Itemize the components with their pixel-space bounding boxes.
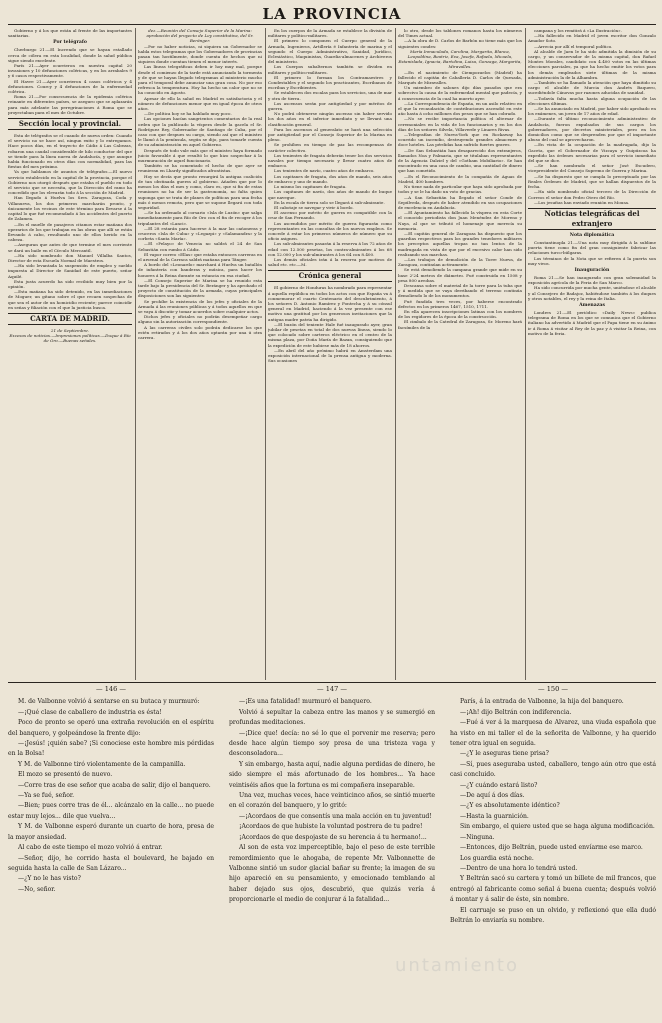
- paragraph: Y M. de Valbonne esperó durante un cuarto de hora, presa de la mayor ansiedad.: [8, 823, 214, 841]
- paragraph: —A la obra de D. Carlos de Barbón no tiene más que los siguientes condes:: [398, 38, 522, 49]
- summary-line: Excesos de noticias.—Impresiones políticas.—Duque á Río de Oro.—Buenas señales.: [9, 333, 131, 344]
- paragraph: El carruaje se puso en un olvido, y reflexionó que ella dudó Beltrán lo enviaría su nombre.: [450, 906, 656, 924]
- paragraph: Roma 21.—Por consecuencia de la epidemia colérica reinante en diferentes países, se aseguro que se aplazarán para más adelante las peregrinaciones á Roma que se proyectaban para el mes de Octubre.: [8, 94, 132, 115]
- paragraph: —Por no haber noticias, ni siquiera un Gobernador se habla estos telegramas que los Gobernadores de provincias pasan tan hostilmente, donde cuenta de hechos que ni siquiera donde cuentan tienen el menor interés.: [138, 43, 262, 65]
- paragraph: —Aseguran que antes de que termine el mes corriente se dará un baile en el Círculo Mercantil.: [8, 242, 132, 253]
- paragraph: Los guardia está noche.: [460, 854, 534, 862]
- paragraph: El mozo se presentó de nuevo.: [18, 771, 113, 779]
- paragraph: Los tenientes de fragata deberán tener los dos servicios navales por tiempo necesario y llevar cuatro años de embarco.: [268, 152, 392, 169]
- paragraph: —En el nacimiento de Ciempozuelos (Madrid) ha fallecido el capitán de Caballería D. Carlos de Quesada, Marqués de Miravalles.: [398, 69, 522, 86]
- paragraph: Los tenientes de navío, cuatro años de embarco.: [274, 168, 375, 174]
- paragraph: —Sí, pues aseguraba usted, caballero, tengo aún otro que está casi concluido.: [450, 760, 656, 779]
- paragraph: —Ha sido nombrado don Manuel Villalba Santos, Director de esta Escuela Normal de Maestros.: [8, 252, 132, 263]
- paragraph: Y M. de Valbonne tiró violentamente de la campanilla.: [18, 760, 186, 768]
- paragraph: —A San Sebastián ha llegado el señor Conde de Sepúlveda, después de haber atendido en sus ocupaciones de excelencia en Andalucía.: [398, 194, 522, 210]
- paragraph: —El «Pelayo» de Venecia no saldrá el 24 de San Sebastián con rumbo á Cádiz.: [138, 241, 262, 252]
- section-heading: Por telégrafo: [53, 40, 87, 46]
- paragraph: —La Correspondencia de España, en un asilo relativo en el que la recaudación de contribuciones ascendió en este año hasta á ocho millones dos pesos que se han cobrado.: [398, 100, 522, 117]
- paragraph: Los capitanes de fragata, dos años de mando, seis años de embarco y uno de mando.: [268, 173, 392, 184]
- paragraph: —El buzón del teniente Hale fué inaugurado ayer, gran jubilar de pesetas en total de dos nuevas líneas, siendo lo que colocado sobre carteros eléctrico en el centro de la misma plaza, por Doña María de Bazan, consiguiendo que la expedición de este hubiese más de 18 ahorros.: [268, 321, 392, 348]
- paragraph: Al son de esta voz imperceptible, bajo el peso de este terrible remordimiento que le ahogaba, de repente Mr. Valbonnette de Valbonne sintió un sudor glacial bañar su frente; la imagen de su hijo apareció en su pensamiento, y emocionado temblando al haber dejado sus ojos, descubrió, que quizás vería á proporcionarle el medio de conjurar á la fatalidad...: [229, 844, 435, 904]
- folletin-section: [8, 684, 656, 1019]
- folletin-column-middle: [229, 684, 435, 1019]
- paragraph: —El 28 estarán para hacerse á la mar las cañoneras y cruceros «Isla de Cuba» y «Legazpi» y «Salamandra» y la corbeta «Santa María».: [138, 225, 262, 242]
- dateline: 21 de Septiembre.: [50, 327, 90, 333]
- paragraph: —¿Y no le has visto?: [18, 875, 81, 883]
- paragraph: Esta justa acuerdo ha sido recibido muy bien por la opinión.: [8, 278, 132, 289]
- paragraph: Se está demoliendo la campana grande que mide en su base 2'24 metros de diámetro. Fué construida en 1508 y pesa 800 arrobas.: [398, 267, 522, 283]
- paragraph: Constantinopla 21.—Una nota muy dirigida á la sublime puerta tiene como fin del gran consiguiente fabricar las relaciones turco-búlgaras.: [528, 239, 656, 256]
- paragraph: Hoy se decía que pronto resurgirá la antigua coalición de tan obstinada guerra al gobierno. Añaden que por lo menos los días el mes y como, claro es, que si fin de estas reuniones no ha de ser la gastronomía, no falta quien suponga que se trata de planes de políticas para una fecha más ó menos remota, pero que se supone llegará con toda seguridad.: [138, 173, 262, 210]
- paragraph: —Los trabajos de demolición de la Torre Nueva, de Zaragoza, continúan activamente.: [398, 256, 522, 268]
- paragraph: También se ha comentado el hecho de que ayer se reunieran en Lhardy significados afrontistas.: [138, 163, 262, 174]
- paragraph: París, á la entrada de Valbonne, la hija del banquero.: [460, 698, 624, 706]
- name-list: María Inmaculada, Carolina, Margarita, Blanca, Leopoldina, Beatriz, Eva, Josefa, Rafaela, Micaela, Estanislada, Ignacia, Bartolina, Luisa, Gonzaga, Margarita, Miravalles.: [398, 48, 522, 70]
- paragraph: —Fué á ver á la marquesa de Alvarez, una viuda española que ha visto en mi taller el de la señorita de Valbonne, y ha querido tener otra igual en seguida.: [450, 719, 656, 748]
- column-divider: [265, 28, 266, 680]
- paragraph: —Se ha dispuesto que se cumpla lo preceptuado por las Reales Órdenes de Madrid, que se hallan dispuestos de la fecha.: [528, 173, 656, 190]
- paragraph: —Es el Reconocimiento de la compañía de Aguas de Madrid, 400 hombres.: [398, 173, 522, 184]
- paragraph: París 21.—Ayer ocurrieron en nuestra capital 20 invasiones y 10 defunciones coléricas, y en los arrabales 9 y 6 casos respectivamente.: [8, 63, 132, 79]
- paragraph: Los capitanes de navío, dos años de mando de buque que navegue.: [268, 189, 392, 200]
- paragraph: —Se han nombrado el señor José Escudero, vicepresidente del Consejo Supremo de Guerra y Marina.: [528, 163, 656, 174]
- column-5: [528, 28, 656, 680]
- paragraph: —También se ha llamado la atención que haya dimitido su cargo el alcalde de Murcia don Andrés Baquero, sucediéndole Cánovas por razones aducidas de sanidad.: [528, 80, 656, 96]
- paragraph: Sin embargo, el quiere usted que se haga alguna modificación.: [460, 823, 655, 831]
- paragraph: —Los jesuítas han enviado reunión en Mousa.: [534, 199, 630, 205]
- paragraph: —Ninguna.: [460, 833, 495, 841]
- paragraph: Se prohíbe la existencia de los jefes y oficiales de la Armada á las reuniones públicas y á todos aquellos en que se vaya á discutir y tomar acuerdos sobre cualquier actos.: [138, 298, 262, 314]
- column-1: [8, 28, 132, 680]
- paragraph: A bordo del «Leonardo» marchará á Huelva un batallón de infantería con banderas y música, para hacer los honores á la Reina durante su estancia en esa ciudad.: [138, 262, 262, 278]
- paragraph: —Señor, dijo, he corrido hasta el boulevard, he bajado en seguida hasta la calle de San Lázaro...: [8, 854, 214, 872]
- column-4: [398, 28, 522, 680]
- folletin-column-left: [8, 684, 214, 1019]
- column-3: [268, 28, 392, 680]
- paragraph: Poco de pronto se operó una extraña revolución en el espíritu del banquero, y golpeándose la frente dijo:: [8, 719, 214, 737]
- upper-section: [8, 28, 656, 680]
- paragraph: No tiene nada de particular que haya sido aprobada por todos y se le ha dado un voto de gracias.: [398, 184, 522, 195]
- paragraph: Ya que hablamos de asuntos de telégrafos.—El nuevo servicio establecido en la capital de la provincia, porque el Gobierno nos otorgó después que estaba el pueblo en todo el servicio que se necesita, que la Dirección del ramo ha concedido que los elevarán todo á la sección de Madrid.: [8, 169, 132, 196]
- section-heading-telegraph: Noticias telegráficas del extranjero: [528, 208, 656, 230]
- paragraph: Se prohíben en tiempo de paz las recompensas de carácter colectivo.: [268, 142, 392, 153]
- paragraph: ¡Acordaos de que hubiste la voluntad postrera de tu padre!: [239, 823, 423, 831]
- paragraph: —El Ayuntamiento ha fallecido la víspera en esta Corte el conocido periodista don Juan Menéndez de Moreno y Naya, al que se tributó el homenaje que merecía su memoria.: [398, 210, 522, 231]
- paragraph: Cherburgo 21.—El Increndo que se hayan estallado cerca de cólera en esta localidad, donde la salud pública sigue siendo excelente.: [8, 47, 132, 63]
- paragraph: —En vista de la ocupación de la madrugada, dijo la Gaceta, que el Gobernador de Vizcaya y Guipúzcoa ha expedido las órdenes necesarias para el servicio inmediato del que se dice.: [528, 142, 656, 164]
- paragraph: —Se ha anunciado en Madrid, por haber sido aprobado en los exámenes, un joven de 17 años de edad.: [528, 106, 656, 117]
- paragraph: —Ya se fué, señor.: [18, 792, 75, 800]
- subheading: Amenazas: [579, 302, 605, 308]
- paragraph: lo otro, desde los tablones romanos hasta los números del Times actual.: [398, 28, 522, 39]
- paragraph: —De política hoy se ha hablado muy poco.: [144, 111, 232, 117]
- paragraph: —¿Y cuándo estará listo?: [460, 781, 538, 789]
- paragraph: —¿Y es absolutamente idéntico?: [460, 802, 560, 810]
- paragraph: ¡Acordaos de que despojaste de su herencia á tu hermano!...: [239, 833, 427, 841]
- paragraph: —Todavía falta mucha hasta alguna ocupación de las elecciones últimas.: [528, 95, 656, 106]
- paragraph: Lo mismo los capitanes de fragata.: [274, 184, 347, 190]
- paragraph: El Havre 21.—Ayer ocurrieron 4 casos coléricos y 4 defunciones. Courcy y 4 defunciones de la enfermedad colérica.: [8, 78, 132, 95]
- paragraph: —¡Es una fatalidad! murmuró el banquero.: [239, 698, 372, 706]
- paragraph: Los ascendidos por mérito de guerra figurarán como representantes en las consultas de los nuevos empleos. Se concede á estar los primeros números de número que su oficio asignen.: [268, 220, 392, 242]
- paragraph: —Arrecia por allí el temporal político.: [534, 43, 613, 49]
- paragraph: —Ha sido nombrado oficial tercero de la Dirección de Correos el señor don Pedro Otero del Río.: [528, 189, 656, 200]
- page-number: — 150 —: [538, 685, 568, 693]
- summary-line: dez.—Reunión del Consejo Superior de la Marina: aprobación del proyecto de Ley constitutiva, del Sr. Beránger.: [146, 28, 254, 44]
- column-divider: [525, 28, 526, 680]
- column-divider: [135, 28, 136, 680]
- paragraph: —No, señor.: [18, 885, 56, 893]
- paragraph: Las opciones hacían sangrientos comentarios de la real orden que la publicado la víspera desde la gacela el Sr. Rodríguez Rey, Gobernador de Santiago de Cuba, por el caso con que despues su cargo, siendo así que el ministro le llamó á la península, según se dijo, para tomarle cuenta de su administración en aquel Gobierno.: [138, 116, 262, 148]
- column-2: [138, 28, 262, 680]
- paragraph: —¡Qué clase de caballero de industria es ésta!: [18, 708, 162, 716]
- paragraph: —El Consejo Superior de Marina se ha reunido esta tarde bajo la presidencia del Sr. Beránger y ha aprobado el proyecto de constitución de la armada, cuyas principales disposiciones son las siguientes:: [138, 277, 262, 299]
- folletin-column-right: [450, 684, 656, 1019]
- paragraph: —De aquí á dos días.: [460, 792, 525, 800]
- paragraph: —El capitán general de Zaragoza ha dispuesto que los guardias respectivos para los grandes tenedores militares los preceptos aquellas tropas no tan lentos de la madrugada en vista de que por el excesivo calor han sido realizando sus marchas.: [398, 230, 522, 257]
- paragraph: Después de todo vale más que el ministro haya formado juicio favorable á que resultó lo que hizo sospechar á la murmuración de aquel funcionario.: [138, 147, 262, 164]
- newspaper-title: LA PROVINCIA: [262, 5, 402, 23]
- paragraph: Gobierno y á los que están al frente de las importantes sanitarias.: [8, 28, 132, 39]
- paragraph: Las líneas telegráficas deben ir hoy muy mal, porque desde el comienzo de la tarde está anunciando la tormenta y de que se hayan llegado telegramas al ministerio mucho para el temporal debe anunciar una gran cosa. No por eso refresca la temperatura. Hoy ha hecho un calor que no se ha conocido en Agosto.: [138, 64, 262, 96]
- paragraph: No podrá obtenerse ningún ascenso sin haber servido los dos años en el inferior inmediato y se llevará una clasificación general.: [268, 111, 392, 127]
- page-number: — 147 —: [317, 685, 347, 693]
- paragraph: Fué fundida tres veces, por haberse encontrado defectos en los primeros 1467, 1510, 1711.: [398, 298, 522, 309]
- paragraph: Para los ascensos al generalato se hará una selección por antigüedad por el Consejo Superior de la Marina en pleno.: [268, 126, 392, 143]
- paragraph: El cabotaje se navegar y vivir á bordo.: [274, 204, 354, 210]
- paragraph: El primero lo forman los Contramaestres y Condestables y el segundo los practicantes, Escribanos de escribas y Escribientes.: [268, 74, 392, 91]
- paragraph: El vapor correo «Ellas» que estaba entonces carreras en el arsenal de la Carraca saldrá mañana para Tánger.: [138, 251, 262, 262]
- paragraph: Esta de telégrafos se el cuando de nueva orden: Cuando el servicio no se hace así, ningun exito y lo entregamos. Hace pocos días, en el trayecto de Cádiz á Las Cabezas, robaron una caudal considerable de hilo conductor del que se tiende para la línea nueva de Andalucía, y que aunque había funcionado en otros días con normalidad, para las fiestas del mes próximo.: [8, 133, 132, 170]
- paragraph: —Ha sido levantada la suspensión de empleo y sueldo impuesta al Director de Sanidad de este puerto, señor Aquilé.: [8, 263, 132, 279]
- paragraph: —De San Sebastián han desaparecido dos extranjeros, llamados Noa y Palmaria, que se titulaban representantes de la Agencia Dalziel y del «Gotham Mobiliario». Se han encontrado en una casa de cambio, una cantidad de dinero que han cometido.: [398, 147, 522, 174]
- paragraph: Han llegado á Huelva los Sres. Zaragoza, Coda y Villanueva, los dos primeros marcharán pronto, y únicamente los vecinos de este término para llevarse á la capital lo que fué recomendado á los accidentes del puerto de Zalamea.: [8, 195, 132, 222]
- paragraph: Una vez, muchas veces, hace veinticinco años, se sintió muerte en el corazón del banquero, y lo gritó:: [229, 792, 435, 810]
- column-divider: [395, 28, 396, 680]
- paragraph: —Corre tras de ese señor que acaba de salir, dijo el banquero.: [18, 781, 211, 789]
- paragraph: Y sin embargo, hasta aquí, nadie alguna perdidas de dinero, he sido siempre el más afortunado de los hombres... Ya hace veintiséis años que la fortuna es mi compañera inseparable.: [229, 760, 435, 789]
- paragraph: En la escala de tierra solo se llegará á sub-almirante.: [274, 199, 385, 205]
- subheading: Nota diplomática: [569, 232, 615, 238]
- paragraph: El primero lo componen el Cuerpo general de la Armada, Ingenieros, Artillería é Infantería de marina y el segundo el Cuerpo Administrativo, Sanidad, Jurídico, Eclesiástico, Maquinistas, Guardia-almacenes y Archiveros del ministerio.: [268, 38, 392, 65]
- paragraph: Al cabo de este tiempo el mozo volvió á entrar.: [18, 844, 163, 852]
- paragraph: —Hasta la guarnición.: [460, 812, 529, 820]
- paragraph: —En abril del año próximo habrá en Amsterdam una exposición internacional de la prensa antigua y moderna. Sus ocasiones: [268, 347, 392, 364]
- paragraph: —No se recibe importancia política el alternar de ceremoniales en la vida de los funcionarios y en los dos días de los señores Silvela, Villaverde y Linares Rivas.: [398, 116, 522, 132]
- paragraph: Los sub-almirantes pasarán á la reserva á los 72 años de edad con 12.500 pesetas, los contra-almirantes á los 68 con 12.000 y los sub-almirantes á los 64 con 8.400.: [268, 241, 392, 257]
- paragraph: Apesar de ello la salud en Madrid es satisfactoria y el número de defunciones menor que en igual época de otros años.: [138, 95, 262, 112]
- paragraph: M. de Valbonne volvió á sentarse en su butaca y murmuró:: [18, 698, 200, 706]
- paragraph: El cimbalo de la Catedral de Zaragoza, Sr. Moreno hará facsímiles de la: [398, 319, 522, 330]
- paragraph: Los términos de la Nota que se refieren á la puerta son muy vivos.: [528, 255, 656, 266]
- paragraph: —¡Jesús! ¡quién sabe? ¡Si conociese este hombre mis pérdidas en la Bolsa!: [8, 740, 214, 758]
- paragraph: —Esta mañana ha sido detenido, en las inmediaciones de Moguer, un gitano sobre el que recaen sospechas de que sea el autor de un homicidio reciente; parece coincidir en señas y filiación con el que la justicia busca.: [8, 289, 132, 310]
- section-heading-cronica: Crónica general: [268, 270, 392, 282]
- paragraph: Los Cuerpos subalternos también se dividen en militares y político-militares.: [268, 64, 392, 75]
- section-heading-local: Sección local y provincial.: [8, 118, 132, 130]
- paragraph: —Entonces, dijo Beltrán, puede usted envíarme ese marco.: [460, 844, 643, 852]
- newspaper-page: [8, 4, 656, 1019]
- paragraph: —Durante el último reconocimiento administrativo de Andalucía, fueron expulsados de sus cargos los gobernadores, por decretos ministeriales, pero en los domicilios como que se desprenden por que el importante abuso del cual se aprovecharon.: [528, 116, 656, 143]
- paragraph: Los ascensos serán por antigüedad y por méritos de guerra.: [268, 100, 392, 112]
- library-watermark: untamiento: [395, 955, 519, 976]
- paragraph: Volvió á sepultar la cabeza entre las manos y se sumergió en profundas meditaciones.: [229, 708, 435, 727]
- folletin-separator: [8, 682, 656, 683]
- paragraph: —¿Y le aseguras tiene prisa?: [460, 750, 549, 758]
- paragraph: Se establecen dos escalas para los servicios, una de mar y otra de tierra.: [268, 90, 392, 101]
- paragraph: Londres 21.—El periódico «Daily News» publica telegrama de Roma en los que se comunica que el Gobierno italiano ha advertido á Madrid que el Papa tiene en su ánimo ir á Roma á visitar al Rey de la paz y á visitar la Reina, con motivo de la feria.: [528, 309, 656, 336]
- paragraph: —¡Dice que! decía: no sé lo que el porvenir me reserva; pero desde hace algún tiempo soy presa de una tristeza vaga y desconsoladora...: [229, 729, 435, 758]
- paragraph: En ella aparecen inscripciones latinas con los nombres de los regidores de la época de la construcción.: [398, 308, 522, 320]
- paragraph: Dichos jefes y oficiales no podrán desempeñar cargo alguno sin la autorización correspondiente.: [138, 314, 262, 325]
- paragraph: Un miembro de salones dijo días pasados que era sobrecivo la causa de la enfermedad mental que padecía, y á consecuencia de la cual ha muerto ayer.: [398, 85, 522, 101]
- paragraph: Descansa sobre el material de la torre para la tuba que y á medida que se vaya derribando el terreno continúa demoliendo lo de los monumentos.: [398, 282, 522, 299]
- paragraph: Los demás oficiales irán á la reserva por motivos de salud etc. etc.—M.: [268, 256, 392, 268]
- paragraph: campana y los remitirá á «La Ilustración».: [534, 28, 622, 33]
- paragraph: —¡Ah! dijo Beltrán con indiferencia.: [460, 708, 572, 716]
- paragraph: El ascenso por mérito de guerra es compatible con la cruz de San Fernando.: [268, 210, 392, 221]
- paragraph: En los cuerpos de la Armada se establece la división de militares y político-militares.: [268, 28, 392, 39]
- paragraph: —En el muelle de pasajeros citamos estar mañana dos operarios de los que trabajan en las obras que allí se están llevando á cabo, resultando uno de ellos herido en la cabeza.: [8, 221, 132, 243]
- paragraph: —Dentro de una hora lo tendrá usted.: [460, 864, 578, 872]
- masthead: [8, 4, 656, 25]
- subheading: Inauguración: [574, 267, 610, 273]
- paragraph: —Ha fallecido en Madrid el joven escritor don Gonzalo Amador Soto.: [528, 33, 656, 44]
- paragraph: Ha sido concurrida por mucha gente, uniéndose el alcalde y al Consejero de Badajoz, habiéndose también á los duques y otros notables, el rey y la reina de Italia.: [528, 285, 656, 301]
- paragraph: El gobierno de Honduras ha nombrado para representar á aquella república en todos los actos con que España va á conmemorar el cuarto Centenario del descubrimiento, á los señores D. Antonio Ramírez y Fontecha y á su cónsul general en Madrid, haciendo á la vez presente con ese motivo una gratitud por los generosos invitaciones que la antigua madre patria ha dirigido.: [268, 285, 392, 322]
- paragraph: —Se ha ordenado al corsario «Isla de Luzón» que salga inmediatamente para Río de Oro con el fin de recoger á los tripulantes del «Lanci».: [138, 210, 262, 226]
- paragraph: Al alcalde de Jaen le ha sido admitida la dimisión de su cargo, y un conservador de la misma capital, don Rafael Montes Morales, candidato con 4.400 votos en las últimas elecciones parciales, ya que ha hecho emitir los votos para los demás empleados siete últimas de la misma administración la de la Alhambra.: [528, 48, 656, 80]
- paragraph: A las carreras civiles solo podrán dedicarse los que estén retirados y á los dos años optarán por una ú otra carrera.: [138, 324, 262, 340]
- page-number: — 146 —: [96, 685, 126, 693]
- section-heading-madrid: CARTA DE MADRID.: [8, 313, 132, 325]
- paragraph: —¡Acordaos de que consentís una mala acción en tu juventud!: [239, 812, 432, 820]
- paragraph: —Telegrafían de Nueva-York que en Rockaway ha ocurrido un incendio, destruyendo grandes almacenes y doce hoteles. Las pérdidas han sufrido fuertes graves.: [398, 132, 522, 148]
- paragraph: Y Beltrán sacó su cartera y tomó un billete de mil francos, que entregó al fabricante como señal á buena cuenta; después volvió á montar y á salir de éste, sin nombre.: [450, 875, 656, 904]
- paragraph: Roma 21.—Se han inaugurado con gran solemnidad la exposición agrícola de la Feria de San Marco.: [528, 274, 656, 286]
- paragraph: —Bien; pues corre tras de él... alcánzalo en la calle... no puede estar muy lejos... dile que vuelva...: [8, 802, 214, 820]
